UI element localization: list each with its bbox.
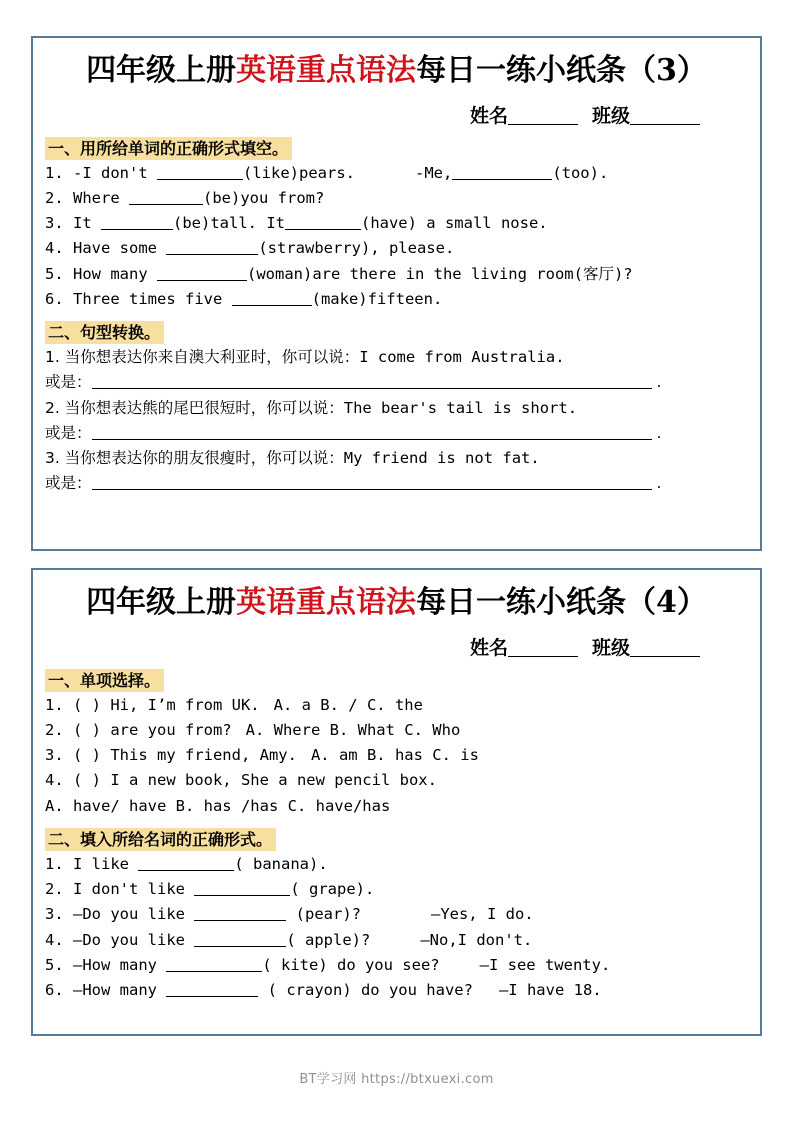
question-text: ( banana). (234, 855, 328, 874)
item-number: 1. (45, 348, 65, 367)
question-text: (pear)? (286, 905, 361, 924)
item-number: 4. (45, 930, 73, 949)
item-number: 3. (45, 448, 65, 467)
question-line (45, 953, 748, 978)
question-text: —Do you like (73, 930, 195, 949)
item-number: 6. (45, 289, 73, 308)
question-stem[interactable]: ( ) Hi, I’m from UK. (73, 696, 260, 715)
item-number: 1. (45, 696, 73, 715)
card-1-title (45, 54, 748, 89)
item-number: 3. (45, 746, 73, 765)
question-stem[interactable]: ( ) are you from? (73, 721, 232, 740)
question-text: —No,I don't. (420, 930, 533, 949)
answer-blank[interactable] (452, 165, 552, 180)
question-text: Have some (73, 239, 167, 258)
card-1-section-1-heading-text: 一、用所给单词的正确形式填空。 (45, 137, 292, 161)
question-line (45, 186, 748, 211)
card-1-section-2-heading-text: 二、句型转换。 (45, 321, 164, 345)
card-2-section-2-heading-text: 二、填入所给名词的正确形式。 (45, 828, 276, 852)
question-text: (make)fifteen. (311, 289, 443, 308)
answer-label: 或是： (45, 473, 92, 492)
answer-blank[interactable] (92, 374, 652, 389)
card-1-class-field[interactable] (630, 107, 700, 125)
question-line (45, 693, 748, 718)
card-1-section-2-heading (45, 321, 748, 345)
item-number: 6. (45, 980, 73, 999)
question-line (45, 852, 748, 877)
question-line (45, 768, 748, 793)
card-2-title (45, 586, 748, 621)
item-number: 4. (45, 239, 73, 258)
question-text: It (73, 214, 101, 233)
question-text: -I don't (73, 164, 157, 183)
question-line (45, 978, 748, 1003)
card-1-title-highlight: 英语重点语法 (236, 53, 417, 88)
answer-blank[interactable] (92, 425, 652, 440)
question-line (45, 794, 748, 819)
question-line (45, 236, 748, 261)
item-number: 2. (45, 880, 73, 899)
question-text: ( kite) do you see? (262, 955, 440, 974)
answer-blank[interactable] (101, 215, 173, 230)
answer-blank[interactable] (194, 881, 290, 896)
answer-blank[interactable] (194, 932, 286, 947)
card-2-section-2-heading (45, 828, 748, 852)
question-text: —I see twenty. (479, 955, 611, 974)
question-line (45, 928, 748, 953)
answer-blank[interactable] (194, 906, 286, 921)
answer-blank[interactable] (129, 190, 203, 205)
answer-blank[interactable] (166, 982, 258, 997)
card-2-name-class-row (45, 633, 748, 660)
item-number: 5. (45, 955, 73, 974)
question-text: —Yes, I do. (430, 905, 534, 924)
question-text: How many (73, 264, 157, 283)
choice-options[interactable]: A. a B. / C. the (273, 696, 423, 715)
item-number: 2. (45, 398, 65, 417)
question-text: ( grape). (290, 880, 375, 899)
question-text: I like (73, 855, 139, 874)
answer-blank[interactable] (92, 475, 652, 490)
card-2-title-suffix: 每日一练小纸条（4） (416, 585, 707, 620)
question-text: -Me, (414, 164, 453, 183)
question-stem[interactable]: ( ) I a new book, She a new pencil box. (73, 771, 437, 790)
sentence-period: . (651, 423, 662, 442)
sentence-period: . (651, 473, 662, 492)
item-number: 3. (45, 905, 73, 924)
question-line (45, 718, 748, 743)
question-line (45, 211, 748, 236)
item-number: 2. (45, 721, 73, 740)
question-line (45, 161, 748, 186)
card-2-section-1-heading (45, 669, 748, 693)
question-text: —I have 18. (498, 980, 602, 999)
card-1-title-suffix: 每日一练小纸条（3） (416, 53, 707, 88)
question-line (45, 877, 748, 902)
item-number: 1. (45, 855, 73, 874)
answer-blank[interactable] (138, 856, 234, 871)
question-text: (woman)are there in the living room(客厅)? (247, 264, 633, 283)
card-1-name-class-row (45, 101, 748, 128)
question-text: —How many (73, 980, 167, 999)
card-1-name-field[interactable] (508, 107, 578, 125)
card-2-title-prefix: 四年级上册 (86, 585, 237, 620)
card-2-section-1-heading-text: 一、单项选择。 (45, 669, 164, 693)
chinese-prompt: 当你想表达你的朋友很瘦时，你可以说： (64, 448, 344, 467)
card-2-name-label: 姓名 (469, 636, 508, 659)
question-line (45, 287, 748, 312)
english-sentence: I come from Australia. (359, 348, 565, 367)
card-2-section-2-items (45, 852, 748, 1003)
question-text: —How many (73, 955, 167, 974)
card-1-name-label: 姓名 (469, 104, 508, 127)
question-line (45, 370, 748, 395)
sentence-period: . (651, 373, 662, 392)
question-line (45, 345, 748, 370)
card-2-section-1-items (45, 693, 748, 819)
question-line (45, 902, 748, 927)
card-1-title-prefix: 四年级上册 (86, 53, 237, 88)
item-number: 5. (45, 264, 73, 283)
footer-watermark: BT学习网 https://btxuexi.com (299, 1072, 494, 1087)
question-text: (too). (552, 164, 609, 183)
question-text: ( apple)? (286, 930, 371, 949)
chinese-prompt: 当你想表达你来自澳大利亚时，你可以说： (64, 348, 360, 367)
question-text: I don't like (73, 880, 195, 899)
answer-blank[interactable] (285, 215, 361, 230)
question-text: (be)tall. It (173, 214, 285, 233)
question-text: —Do you like (73, 905, 195, 924)
card-1-class-label: 班级 (591, 104, 630, 127)
answer-blank[interactable] (157, 266, 247, 281)
answer-label: 或是： (45, 373, 92, 392)
question-text: Three times five (73, 289, 232, 308)
question-line (45, 262, 748, 287)
english-sentence: The bear's tail is short. (343, 398, 578, 417)
english-sentence: My friend is not fat. (343, 448, 540, 467)
worksheet-card-1 (31, 36, 762, 551)
question-text: (be)you from? (203, 189, 325, 208)
question-line (45, 471, 748, 496)
question-text: (like)pears. (243, 164, 355, 183)
question-stem[interactable]: ( ) This my friend, Amy. (73, 746, 297, 765)
card-2-class-label: 班级 (591, 636, 630, 659)
question-line (45, 743, 748, 768)
item-number: 2. (45, 189, 73, 208)
answer-blank[interactable] (157, 165, 243, 180)
item-number: 4. (45, 771, 73, 790)
card-1-section-1-heading (45, 137, 748, 161)
chinese-prompt: 当你想表达熊的尾巴很短时，你可以说： (64, 398, 344, 417)
card-2-title-highlight: 英语重点语法 (236, 585, 417, 620)
worksheet-card-2 (31, 568, 762, 1036)
choice-options[interactable]: A. have/ have B. has /has C. have/has (45, 796, 391, 815)
card-1-section-2-items (45, 345, 748, 496)
answer-blank[interactable] (232, 291, 312, 306)
question-text: Where (73, 189, 129, 208)
choice-options[interactable]: A. Where B. What C. Who (245, 721, 461, 740)
question-text: (have) a small nose. (360, 214, 548, 233)
choice-options[interactable]: A. am B. has C. is (310, 746, 479, 765)
question-line (45, 446, 748, 471)
answer-blank[interactable] (166, 957, 262, 972)
item-number: 1. (45, 164, 73, 183)
card-1-section-1-items (45, 161, 748, 312)
question-line (45, 396, 748, 421)
answer-blank[interactable] (166, 240, 258, 255)
question-text: (strawberry), please. (258, 239, 455, 258)
question-line (45, 421, 748, 446)
item-number: 3. (45, 214, 73, 233)
card-2-class-field[interactable] (630, 639, 700, 657)
question-text: ( crayon) do you have? (258, 980, 473, 999)
card-2-name-field[interactable] (508, 639, 578, 657)
answer-label: 或是： (45, 423, 92, 442)
